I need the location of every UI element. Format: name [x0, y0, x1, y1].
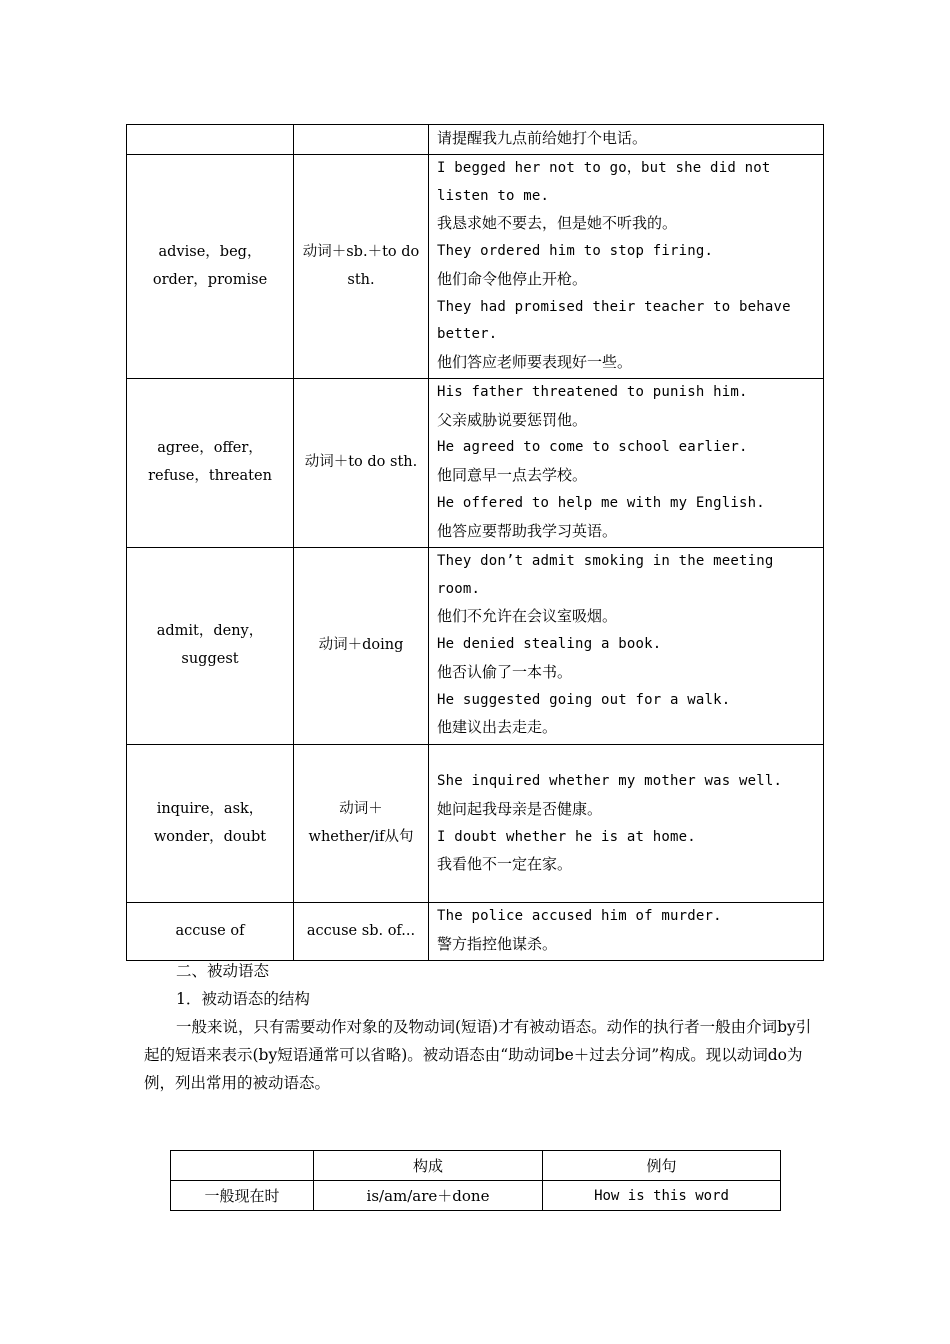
passive-voice-paragraph: 一般来说，只有需要动作对象的及物动词(短语)才有被动语态。动作的执行者一般由介词by引起的短语来表示(by短语通常可以省略)。被动语态由“助动词be＋过去分词”构成。现以动词do为例，列出常用的被动语态。 [144, 1018, 812, 1092]
pattern-cell: 动词＋doing [294, 548, 429, 745]
example-english: He suggested going out for a walk. [437, 691, 731, 708]
passive-table-tense-cell: 一般现在时 [171, 1181, 314, 1211]
example-chinese: 我看他不一定在家。 [437, 855, 573, 874]
example-chinese: 他同意早一点去学校。 [437, 466, 588, 485]
pattern-cell: accuse sb. of... [294, 903, 429, 961]
examples-cell [429, 125, 824, 155]
example-chinese: 他们命令他停止开枪。 [437, 269, 588, 288]
verbs-cell: accuse of [127, 903, 294, 961]
passive-table-header-example: 例句 [543, 1151, 781, 1181]
passive-table-example-cell: How is this word [543, 1181, 781, 1211]
example-english: She inquired whether my mother was well. [437, 773, 783, 790]
verbs-cell: admit，deny，suggest [127, 548, 294, 745]
table-row [127, 125, 824, 155]
examples-cell [429, 548, 824, 745]
verbs-cell [127, 125, 294, 155]
examples-cell [429, 379, 824, 548]
example-english: He agreed to come to school earlier. [437, 439, 748, 456]
pattern-cell: 动词＋sb.＋to do sth. [294, 155, 429, 379]
passive-voice-table [170, 1150, 781, 1211]
example-english: His father threatened to punish him. [437, 384, 748, 400]
verbs-cell: advise，beg，order，promise [127, 155, 294, 379]
table-row [127, 548, 824, 745]
example-chinese: 警方指控他谋杀。 [437, 934, 558, 953]
example-english: I doubt whether he is at home. [437, 828, 696, 845]
example-english: They don’t admit smoking in the meeting room. [437, 553, 774, 597]
table-row [127, 379, 824, 548]
table-row [127, 903, 824, 961]
sub-heading: 1．被动语态的结构 [176, 990, 310, 1008]
examples-cell [429, 745, 824, 903]
examples-cell [429, 155, 824, 379]
example-chinese: 他们不允许在会议室吸烟。 [437, 607, 618, 626]
pattern-cell: 动词＋whether/if从句 [294, 745, 429, 903]
pattern-cell: 动词＋to do sth. [294, 379, 429, 548]
section-heading: 二、被动语态 [176, 962, 270, 980]
example-chinese: 他建议出去走走。 [437, 718, 558, 737]
example-chinese: 他们答应老师要表现好一些。 [437, 352, 633, 371]
passive-table-header-tense [171, 1151, 314, 1181]
example-chinese: 他否认偷了一本书。 [437, 662, 573, 681]
example-chinese: 请提醒我九点前给她打个电话。 [437, 129, 648, 147]
pattern-cell [294, 125, 429, 155]
example-chinese: 父亲威胁说要惩罚他。 [437, 410, 588, 429]
verbs-cell: inquire，ask，wonder，doubt [127, 745, 294, 903]
example-chinese: 他答应要帮助我学习英语。 [437, 521, 618, 540]
verb-pattern-table [126, 124, 824, 961]
passive-table-row [171, 1181, 781, 1211]
example-chinese: 她问起我母亲是否健康。 [437, 799, 603, 818]
example-english: They had promised their teacher to behave better. [437, 298, 791, 343]
table-row [127, 745, 824, 903]
passive-table-structure-cell: is/am/are＋done [314, 1181, 543, 1211]
examples-cell [429, 903, 824, 961]
example-english: He offered to help me with my English. [437, 494, 765, 511]
table-row [127, 155, 824, 379]
verbs-cell: agree，offer，refuse，threaten [127, 379, 294, 548]
passive-table-header-structure: 构成 [314, 1151, 543, 1181]
example-chinese: 我恳求她不要去，但是她不听我的。 [437, 214, 678, 233]
example-english: They ordered him to stop firing. [437, 243, 714, 260]
passive-table-header-row [171, 1151, 781, 1181]
example-english: He denied stealing a book. [437, 636, 662, 653]
example-english: I begged her not to go，but she did not listen to me. [437, 160, 771, 204]
example-english: The police accused him of murder. [437, 908, 722, 924]
